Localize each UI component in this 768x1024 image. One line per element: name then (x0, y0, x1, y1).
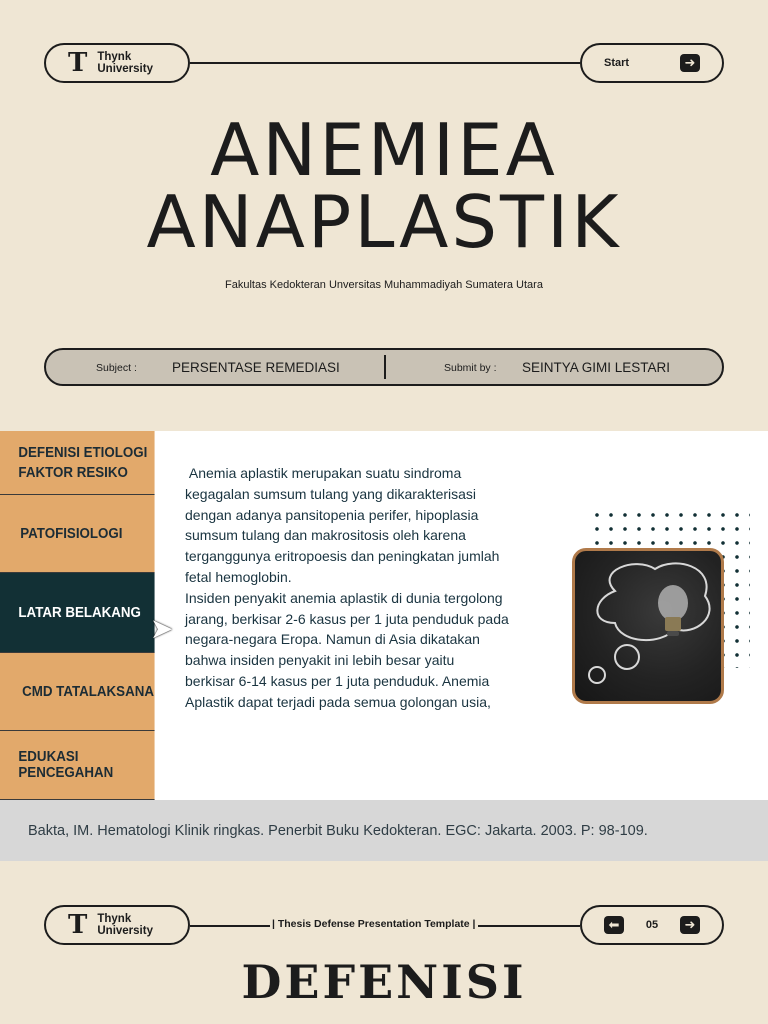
nav-item-label: PATOFISIOLOGI (20, 525, 123, 542)
arrow-left-icon[interactable]: ⬅ (604, 916, 624, 934)
nav-item-label: DEFENISI ETIOLOGI FAKTOR RESIKO (18, 444, 148, 481)
nav-item-latar-belakang[interactable] (0, 573, 155, 653)
pagination (580, 905, 724, 945)
arrow-right-icon: ➜ (680, 54, 700, 72)
logo-line1: Thynk (97, 913, 132, 925)
logo-icon: T (68, 48, 88, 78)
header-line (190, 62, 580, 64)
faculty-subtitle: Fakultas Kedokteran Unversitas Muhammadiyah Sumatera Utara (225, 279, 543, 291)
subject-divider (384, 355, 386, 379)
start-label: Start (604, 57, 630, 69)
title-line1: ANEMIEA (210, 108, 558, 192)
nav-item-defenisi[interactable] (0, 431, 155, 495)
template-tag: | Thesis Defense Presentation Template | (272, 918, 476, 930)
nav-item-cmd-tatalaksana[interactable] (0, 653, 155, 731)
logo-text (97, 51, 153, 75)
logo-line2: University (97, 63, 153, 75)
logo-line1: Thynk (97, 51, 132, 63)
sidebar-nav (0, 431, 168, 800)
submit-value: SEINTYA GIMI LESTARI (522, 360, 671, 375)
subject-label: Subject : (96, 362, 137, 374)
section-title: DEFENISI (241, 955, 527, 1009)
nav-item-label: CMD TATALAKSANA (22, 683, 154, 700)
subject-bar (44, 348, 724, 386)
logo-line2: University (97, 925, 153, 937)
nav-item-edukasi-pencegahan[interactable] (0, 731, 155, 800)
arrow-right-icon[interactable]: ➜ (680, 916, 700, 934)
chalk-bulb-icon (575, 551, 721, 701)
lightbulb-chalkboard-image (572, 548, 724, 704)
title-line2: ANAPLASTIK (146, 180, 622, 264)
reference-citation: Bakta, IM. Hematologi Klinik ringkas. Penerbit Buku Kedokteran. EGC: Jakarta. 2003. P: 98-109. (0, 800, 768, 861)
footer-logo-badge[interactable] (44, 905, 190, 945)
nav-item-label: EDUKASI PENCEGAHAN (18, 749, 114, 781)
logo-text (97, 913, 153, 937)
nav-item-label: LATAR BELAKANG (18, 604, 141, 621)
content-paragraph: Anemia aplastik merupakan suatu sindroma kegagalan sumsum tulang yang dikarakterisasi dengan adanya pansitopenia perifer, hipoplasia sumsum tulang dan makrositosis oleh karena terganggunya eritropoesis dan peningkatan jumlah fetal hemoglobin. Insiden penyakit anemia aplastik di dunia tergolong jarang, berkisar 2-6 kasus per 1 juta penduduk pada negara-negara Eropa. Namun di Asia dikatakan bahwa insiden penyakit ini lebih besar yaitu berkisar 6-14 kasus per 1 juta penduduk. Anemia Aplastik dapat terjadi pada semua golongan usia, (185, 465, 509, 710)
cursor-icon: ➤ (150, 612, 174, 645)
submit-label: Submit by : (444, 362, 497, 374)
subject-value: PERSENTASE REMEDIASI (172, 360, 340, 375)
nav-item-patofisiologi[interactable] (0, 495, 155, 573)
page-number: 05 (645, 919, 659, 931)
logo-icon: T (68, 910, 88, 940)
start-button[interactable] (580, 43, 724, 83)
logo-badge[interactable] (44, 43, 190, 83)
